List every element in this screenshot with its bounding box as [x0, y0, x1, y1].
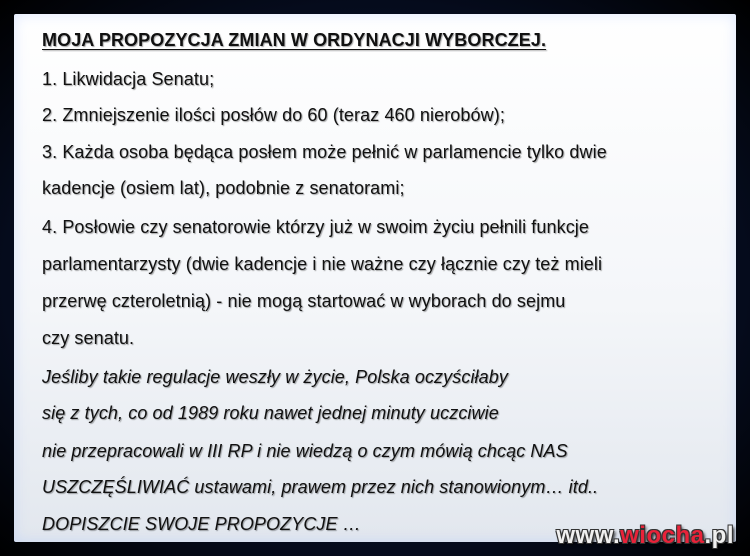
italic-line: nie przepracowali w III RP i nie wiedzą o czym mówią chcąc NAS: [42, 441, 568, 461]
text-line: kadencje (osiem lat), podobnie z senatorami;: [42, 178, 405, 198]
document-title: MOJA PROPOZYCJA ZMIAN W ORDYNACJI WYBORCZEJ.: [42, 30, 547, 50]
italic-line: USZCZĘŚLIWIAĆ ustawami, prawem przez nich stanowionym… itd..: [42, 477, 599, 497]
text-line: parlamentarzysty (dwie kadencje i nie ważne czy łącznie czy też mieli: [42, 254, 603, 274]
site-watermark: [556, 522, 734, 550]
italic-line: DOPISZCIE SWOJE PROPOZYCJE …: [42, 514, 361, 534]
watermark-prefix: www.: [556, 522, 621, 549]
text-line: 1. Likwidacja Senatu;: [42, 69, 215, 89]
text-line: 4. Posłowie czy senatorowie którzy już w swoim życiu pełnili funkcje: [42, 217, 590, 237]
text-line: 2. Zmniejszenie ilości posłów do 60 (teraz 460 nierobów);: [42, 105, 505, 125]
text-card: [14, 14, 736, 542]
italic-line: się z tych, co od 1989 roku nawet jednej minuty uczciwie: [42, 403, 499, 423]
watermark-suffix: .pl: [704, 522, 734, 549]
watermark-brand: wiocha: [620, 522, 705, 549]
text-line: 3. Każda osoba będąca posłem może pełnić w parlamencie tylko dwie: [42, 142, 607, 162]
text-line: czy senatu.: [42, 328, 135, 348]
italic-line: Jeśliby takie regulacje weszły w życie, Polska oczyściłaby: [42, 367, 508, 387]
text-line: przerwę czteroletnią) - nie mogą startować w wyborach do sejmu: [42, 291, 566, 311]
